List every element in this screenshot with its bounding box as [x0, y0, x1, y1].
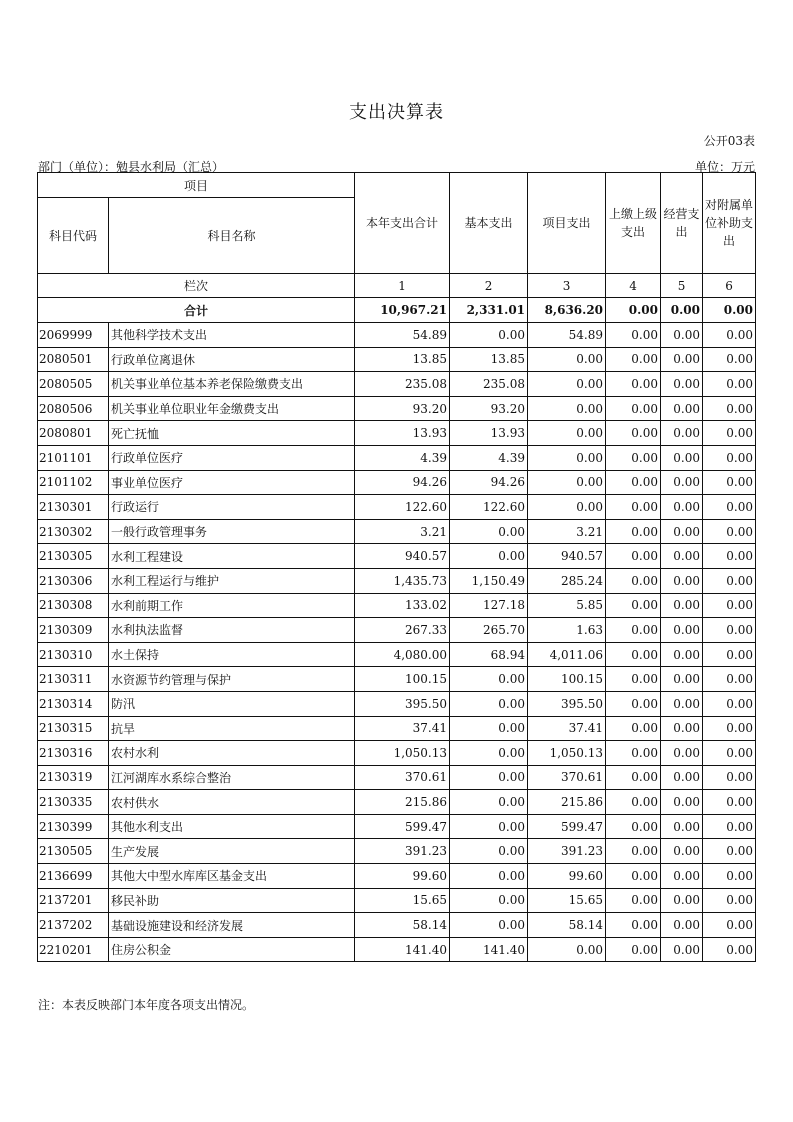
cell-value: 0.00 — [661, 323, 703, 348]
cell-value: 0.00 — [703, 618, 756, 643]
cell-value: 58.14 — [528, 913, 606, 938]
cell-value: 0.00 — [703, 470, 756, 495]
cell-value: 0.00 — [703, 421, 756, 446]
subject-name: 移民补助 — [109, 888, 355, 913]
cell-value: 0.00 — [703, 814, 756, 839]
cell-value: 127.18 — [450, 593, 528, 618]
cell-value: 0.00 — [661, 790, 703, 815]
total-row — [38, 298, 756, 323]
cell-value: 15.65 — [528, 888, 606, 913]
total-value: 0.00 — [606, 298, 661, 323]
cell-value: 267.33 — [355, 618, 450, 643]
cell-value: 0.00 — [606, 839, 661, 864]
cell-value: 0.00 — [703, 495, 756, 520]
cell-value: 599.47 — [528, 814, 606, 839]
table-row — [38, 396, 756, 421]
cell-value: 0.00 — [661, 741, 703, 766]
cell-value: 4.39 — [450, 445, 528, 470]
department-label: 部门（单位）：勉县水利局（汇总） — [38, 160, 225, 174]
cell-value: 0.00 — [661, 519, 703, 544]
cell-value: 0.00 — [606, 765, 661, 790]
table-row — [38, 642, 756, 667]
cell-value: 1,435.73 — [355, 568, 450, 593]
cell-value: 0.00 — [661, 568, 703, 593]
subject-code: 2130310 — [38, 642, 109, 667]
cell-value: 0.00 — [528, 396, 606, 421]
subject-code: 2130302 — [38, 519, 109, 544]
subject-code: 2130301 — [38, 495, 109, 520]
header-col-upper: 上缴上级支出 — [606, 173, 661, 274]
cell-value: 395.50 — [355, 691, 450, 716]
subject-code: 2101102 — [38, 470, 109, 495]
subject-name: 水利工程建设 — [109, 544, 355, 569]
subject-code: 2130399 — [38, 814, 109, 839]
cell-value: 0.00 — [661, 347, 703, 372]
cell-value: 0.00 — [703, 888, 756, 913]
total-value: 0.00 — [703, 298, 756, 323]
cell-value: 94.26 — [355, 470, 450, 495]
subject-code: 2210201 — [38, 937, 109, 962]
total-value: 10,967.21 — [355, 298, 450, 323]
header-col-subsidy: 对附属单位补助支出 — [703, 173, 756, 274]
cell-value: 0.00 — [703, 790, 756, 815]
cell-value: 0.00 — [450, 667, 528, 692]
table-row — [38, 839, 756, 864]
subject-name: 行政单位离退休 — [109, 347, 355, 372]
subject-name: 事业单位医疗 — [109, 470, 355, 495]
cell-value: 4.39 — [355, 445, 450, 470]
cell-value: 0.00 — [528, 347, 606, 372]
cell-value: 0.00 — [606, 568, 661, 593]
cell-value: 0.00 — [703, 519, 756, 544]
subject-code: 2130306 — [38, 568, 109, 593]
table-note: 注：本表反映部门本年度各项支出情况。 — [38, 998, 255, 1012]
cell-value: 0.00 — [528, 372, 606, 397]
table-row — [38, 544, 756, 569]
column-order-label: 栏次 — [38, 274, 355, 298]
cell-value: 122.60 — [355, 495, 450, 520]
table-row — [38, 888, 756, 913]
cell-value: 0.00 — [703, 667, 756, 692]
table-row — [38, 937, 756, 962]
column-number: 2 — [450, 274, 528, 298]
cell-value: 13.93 — [450, 421, 528, 446]
column-number: 3 — [528, 274, 606, 298]
cell-value: 0.00 — [703, 544, 756, 569]
cell-value: 0.00 — [606, 667, 661, 692]
subject-code: 2130314 — [38, 691, 109, 716]
subject-name: 水资源节约管理与保护 — [109, 667, 355, 692]
cell-value: 0.00 — [606, 495, 661, 520]
subject-code: 2137202 — [38, 913, 109, 938]
cell-value: 0.00 — [606, 716, 661, 741]
cell-value: 122.60 — [450, 495, 528, 520]
table-row — [38, 593, 756, 618]
subject-name: 农村水利 — [109, 741, 355, 766]
cell-value: 0.00 — [450, 323, 528, 348]
table-row — [38, 618, 756, 643]
cell-value: 370.61 — [528, 765, 606, 790]
cell-value: 0.00 — [703, 691, 756, 716]
cell-value: 0.00 — [661, 593, 703, 618]
table-row — [38, 864, 756, 889]
cell-value: 0.00 — [703, 445, 756, 470]
table-row — [38, 347, 756, 372]
subject-name: 行政单位医疗 — [109, 445, 355, 470]
subject-code: 2130505 — [38, 839, 109, 864]
cell-value: 141.40 — [450, 937, 528, 962]
subject-name: 生产发展 — [109, 839, 355, 864]
cell-value: 0.00 — [703, 839, 756, 864]
table-row — [38, 519, 756, 544]
subject-name: 其他水利支出 — [109, 814, 355, 839]
cell-value: 5.85 — [528, 593, 606, 618]
cell-value: 0.00 — [606, 519, 661, 544]
cell-value: 0.00 — [450, 544, 528, 569]
cell-value: 0.00 — [606, 396, 661, 421]
cell-value: 1,150.49 — [450, 568, 528, 593]
cell-value: 0.00 — [606, 445, 661, 470]
cell-value: 391.23 — [528, 839, 606, 864]
subject-name: 水利执法监督 — [109, 618, 355, 643]
cell-value: 0.00 — [450, 691, 528, 716]
cell-value: 0.00 — [606, 372, 661, 397]
total-value: 8,636.20 — [528, 298, 606, 323]
cell-value: 0.00 — [450, 888, 528, 913]
cell-value: 0.00 — [528, 445, 606, 470]
cell-value: 133.02 — [355, 593, 450, 618]
subject-name: 水利工程运行与维护 — [109, 568, 355, 593]
cell-value: 0.00 — [661, 445, 703, 470]
table-row — [38, 716, 756, 741]
header-item: 项目 — [38, 173, 355, 198]
cell-value: 0.00 — [703, 568, 756, 593]
cell-value: 0.00 — [450, 519, 528, 544]
cell-value: 0.00 — [450, 864, 528, 889]
subject-name: 水利前期工作 — [109, 593, 355, 618]
cell-value: 3.21 — [528, 519, 606, 544]
cell-value: 0.00 — [703, 323, 756, 348]
subject-name: 水土保持 — [109, 642, 355, 667]
cell-value: 0.00 — [450, 913, 528, 938]
cell-value: 3.21 — [355, 519, 450, 544]
cell-value: 0.00 — [661, 913, 703, 938]
cell-value: 1,050.13 — [528, 741, 606, 766]
column-number: 5 — [661, 274, 703, 298]
cell-value: 391.23 — [355, 839, 450, 864]
subject-code: 2080506 — [38, 396, 109, 421]
total-label: 合计 — [38, 298, 355, 323]
cell-value: 141.40 — [355, 937, 450, 962]
cell-value: 0.00 — [528, 937, 606, 962]
cell-value: 940.57 — [528, 544, 606, 569]
cell-value: 0.00 — [606, 642, 661, 667]
cell-value: 0.00 — [606, 618, 661, 643]
cell-value: 0.00 — [606, 593, 661, 618]
cell-value: 0.00 — [703, 913, 756, 938]
subject-name: 抗旱 — [109, 716, 355, 741]
subject-code: 2137201 — [38, 888, 109, 913]
cell-value: 4,080.00 — [355, 642, 450, 667]
subject-code: 2130335 — [38, 790, 109, 815]
cell-value: 0.00 — [661, 544, 703, 569]
subject-code: 2080505 — [38, 372, 109, 397]
cell-value: 0.00 — [661, 765, 703, 790]
subject-name: 基础设施建设和经济发展 — [109, 913, 355, 938]
cell-value: 0.00 — [703, 372, 756, 397]
subject-name: 其他科学技术支出 — [109, 323, 355, 348]
cell-value: 58.14 — [355, 913, 450, 938]
subject-code: 2130316 — [38, 741, 109, 766]
subject-name: 机关事业单位基本养老保险缴费支出 — [109, 372, 355, 397]
subject-name: 农村供水 — [109, 790, 355, 815]
cell-value: 235.08 — [355, 372, 450, 397]
cell-value: 215.86 — [528, 790, 606, 815]
subject-code: 2130305 — [38, 544, 109, 569]
cell-value: 265.70 — [450, 618, 528, 643]
header-code: 科目代码 — [38, 198, 109, 274]
table-row — [38, 323, 756, 348]
table-row — [38, 568, 756, 593]
total-value: 2,331.01 — [450, 298, 528, 323]
cell-value: 395.50 — [528, 691, 606, 716]
cell-value: 0.00 — [661, 495, 703, 520]
cell-value: 0.00 — [450, 716, 528, 741]
subject-code: 2130315 — [38, 716, 109, 741]
unit-label: 单位：万元 — [694, 160, 755, 174]
table-row — [38, 790, 756, 815]
subject-code: 2080501 — [38, 347, 109, 372]
cell-value: 0.00 — [606, 544, 661, 569]
cell-value: 0.00 — [606, 323, 661, 348]
table-row — [38, 495, 756, 520]
cell-value: 0.00 — [450, 790, 528, 815]
cell-value: 13.85 — [450, 347, 528, 372]
cell-value: 0.00 — [450, 765, 528, 790]
cell-value: 370.61 — [355, 765, 450, 790]
table-row — [38, 470, 756, 495]
cell-value: 940.57 — [355, 544, 450, 569]
cell-value: 0.00 — [661, 839, 703, 864]
subject-name: 机关事业单位职业年金缴费支出 — [109, 396, 355, 421]
form-number: 公开03表 — [703, 134, 755, 148]
cell-value: 0.00 — [661, 667, 703, 692]
table-row — [38, 814, 756, 839]
cell-value: 0.00 — [661, 691, 703, 716]
cell-value: 0.00 — [703, 765, 756, 790]
table-row — [38, 445, 756, 470]
cell-value: 100.15 — [528, 667, 606, 692]
subject-name: 一般行政管理事务 — [109, 519, 355, 544]
cell-value: 0.00 — [703, 642, 756, 667]
cell-value: 0.00 — [528, 470, 606, 495]
table-row — [38, 913, 756, 938]
table-row — [38, 667, 756, 692]
cell-value: 0.00 — [606, 470, 661, 495]
cell-value: 0.00 — [661, 716, 703, 741]
cell-value: 0.00 — [703, 716, 756, 741]
cell-value: 0.00 — [528, 495, 606, 520]
cell-value: 0.00 — [606, 814, 661, 839]
subject-name: 其他大中型水库库区基金支出 — [109, 864, 355, 889]
cell-value: 0.00 — [606, 691, 661, 716]
table-row — [38, 421, 756, 446]
expenditure-table — [37, 172, 756, 962]
cell-value: 37.41 — [528, 716, 606, 741]
cell-value: 0.00 — [528, 421, 606, 446]
column-number-row — [38, 274, 756, 298]
cell-value: 4,011.06 — [528, 642, 606, 667]
total-value: 0.00 — [661, 298, 703, 323]
table-row — [38, 741, 756, 766]
subject-name: 行政运行 — [109, 495, 355, 520]
cell-value: 0.00 — [661, 937, 703, 962]
subject-name: 住房公积金 — [109, 937, 355, 962]
header-col-total: 本年支出合计 — [355, 173, 450, 274]
cell-value: 0.00 — [703, 741, 756, 766]
cell-value: 0.00 — [661, 642, 703, 667]
subject-code: 2130311 — [38, 667, 109, 692]
cell-value: 0.00 — [606, 421, 661, 446]
cell-value: 0.00 — [661, 421, 703, 446]
cell-value: 0.00 — [661, 814, 703, 839]
page-title: 支出决算表 — [349, 102, 444, 123]
column-number: 1 — [355, 274, 450, 298]
subject-code: 2069999 — [38, 323, 109, 348]
cell-value: 0.00 — [450, 839, 528, 864]
cell-value: 0.00 — [606, 913, 661, 938]
column-number: 6 — [703, 274, 756, 298]
header-col-project: 项目支出 — [528, 173, 606, 274]
subject-name: 江河湖库水系综合整治 — [109, 765, 355, 790]
cell-value: 0.00 — [661, 618, 703, 643]
header-col-basic: 基本支出 — [450, 173, 528, 274]
subject-code: 2130309 — [38, 618, 109, 643]
cell-value: 54.89 — [355, 323, 450, 348]
cell-value: 0.00 — [703, 937, 756, 962]
table-row — [38, 372, 756, 397]
subject-name: 防汛 — [109, 691, 355, 716]
cell-value: 0.00 — [703, 864, 756, 889]
table-row — [38, 691, 756, 716]
cell-value: 0.00 — [661, 470, 703, 495]
cell-value: 285.24 — [528, 568, 606, 593]
header-row-item — [38, 173, 756, 198]
cell-value: 0.00 — [606, 790, 661, 815]
cell-value: 99.60 — [355, 864, 450, 889]
subject-code: 2130319 — [38, 765, 109, 790]
header-col-business: 经营支出 — [661, 173, 703, 274]
cell-value: 13.85 — [355, 347, 450, 372]
cell-value: 0.00 — [450, 741, 528, 766]
cell-value: 0.00 — [606, 741, 661, 766]
cell-value: 1,050.13 — [355, 741, 450, 766]
cell-value: 235.08 — [450, 372, 528, 397]
cell-value: 100.15 — [355, 667, 450, 692]
cell-value: 68.94 — [450, 642, 528, 667]
cell-value: 1.63 — [528, 618, 606, 643]
cell-value: 37.41 — [355, 716, 450, 741]
cell-value: 54.89 — [528, 323, 606, 348]
cell-value: 0.00 — [606, 347, 661, 372]
cell-value: 0.00 — [703, 347, 756, 372]
column-number: 4 — [606, 274, 661, 298]
cell-value: 93.20 — [450, 396, 528, 421]
subject-code: 2130308 — [38, 593, 109, 618]
cell-value: 0.00 — [450, 814, 528, 839]
cell-value: 99.60 — [528, 864, 606, 889]
cell-value: 15.65 — [355, 888, 450, 913]
cell-value: 0.00 — [703, 593, 756, 618]
subject-code: 2101101 — [38, 445, 109, 470]
cell-value: 13.93 — [355, 421, 450, 446]
subject-code: 2136699 — [38, 864, 109, 889]
header-name: 科目名称 — [109, 198, 355, 274]
cell-value: 93.20 — [355, 396, 450, 421]
cell-value: 94.26 — [450, 470, 528, 495]
subject-code: 2080801 — [38, 421, 109, 446]
cell-value: 0.00 — [606, 937, 661, 962]
cell-value: 599.47 — [355, 814, 450, 839]
cell-value: 0.00 — [606, 888, 661, 913]
table-row — [38, 765, 756, 790]
subject-name: 死亡抚恤 — [109, 421, 355, 446]
cell-value: 0.00 — [661, 888, 703, 913]
cell-value: 0.00 — [661, 372, 703, 397]
cell-value: 0.00 — [606, 864, 661, 889]
cell-value: 0.00 — [661, 396, 703, 421]
cell-value: 0.00 — [703, 396, 756, 421]
cell-value: 0.00 — [661, 864, 703, 889]
cell-value: 215.86 — [355, 790, 450, 815]
